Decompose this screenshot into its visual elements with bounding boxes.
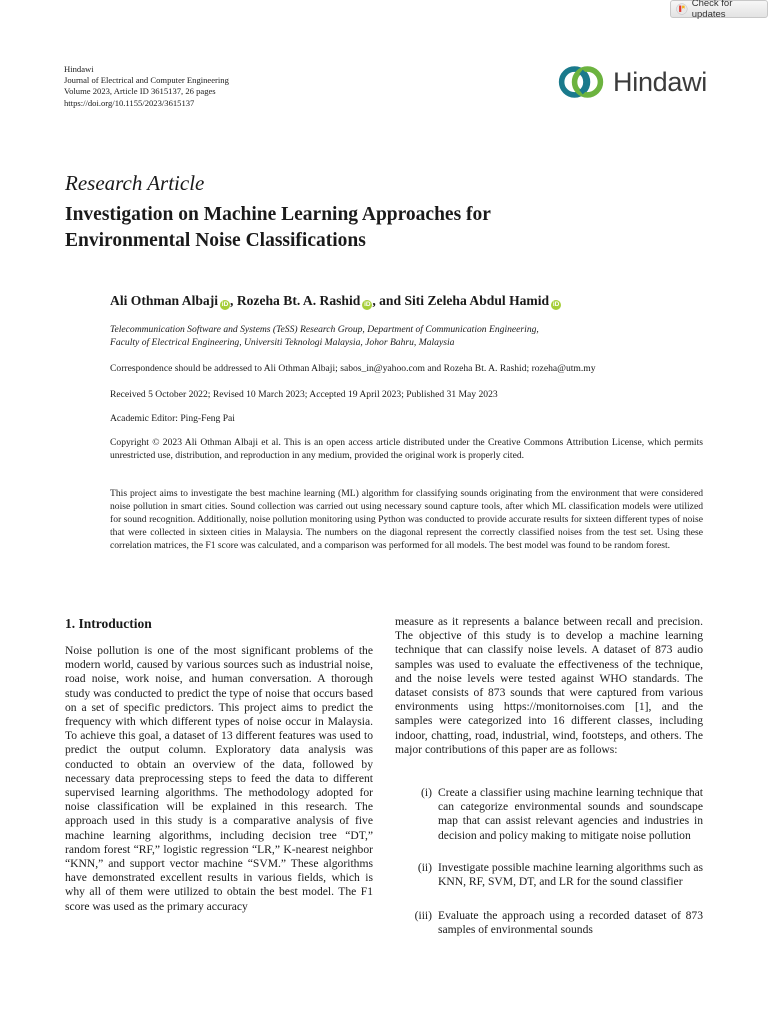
publication-dates: Received 5 October 2022; Revised 10 March 2023; Accepted 19 April 2023; Published 31 May 2023 xyxy=(110,389,498,400)
hindawi-logo xyxy=(557,60,707,104)
affiliation xyxy=(110,323,710,349)
title-line-2: Environmental Noise Classifications xyxy=(65,230,366,251)
author-separator: , xyxy=(230,293,237,308)
doi-link[interactable]: https://doi.org/10.1155/2023/3615137 xyxy=(64,97,195,108)
author-1[interactable]: Ali Othman Albaji xyxy=(110,293,219,308)
intro-left-column: Noise pollution is one of the most significant problems of the modern world, caused by various sources such as industrial noise, road noise, work noise, and human conversation. A thorough study was conducted to predict the type of noise that occurs based on a set of specific predictors. This project aims to predict the frequency with which different types of noise occur in Malaysia. To achieve this goal, a dataset of 13 different features was used to predict the output column. Exploratory data analysis was conducted to obtain an overview of the data, followed by necessary data preprocessing steps to feed the data to different supervised learning algorithms. The methodology adopted for noise classification will be explained in this research. The approach used in this study is a comparative analysis of five machine learning algorithms, including decision tree “DT,” random forest “RF,” logistic regression “LR,” K-nearest neighbor “KNN,” and support vector machine “SVM.” These algorithms have demonstrated excellent results in various fields, which is why all of them were utilized to obtain the best model. The F1 score was used as the primary accuracy xyxy=(65,644,373,913)
contribution-text: Evaluate the approach using a recorded dataset of 873 samples of environmental sounds xyxy=(438,909,703,937)
publisher-name: Hindawi xyxy=(64,64,94,74)
contribution-text: Investigate possible machine learning algorithms such as KNN, RF, SVM, DT, and LR for the sound classifier xyxy=(438,861,703,889)
affiliation-line-1: Telecommunication Software and Systems (TeSS) Research Group, Department of Communication Engineering, xyxy=(110,324,539,335)
author-2[interactable]: Rozeha Bt. A. Rashid xyxy=(236,293,361,308)
academic-editor: Academic Editor: Ping-Feng Pai xyxy=(110,413,235,424)
article-type: Research Article xyxy=(65,171,205,195)
contribution-label: (iii) xyxy=(414,909,432,922)
contribution-item xyxy=(421,786,703,843)
correspondence: Correspondence should be addressed to Ali Othman Albaji; sabos_in@yahoo.com and Rozeha Bt. A. Rashid; rozeha@utm.my xyxy=(110,363,596,374)
intro-right-column: measure as it represents a balance between recall and precision. The objective of this study is to develop a machine learning technique that can classify noise levels. A dataset of 873 audio samples was used to evaluate the effectiveness of the technique, and the noise levels were tested against WHO standards. The dataset consists of 873 sounds that were captured from various environments using https://monitornoises.com [1], and the samples were categorized into 16 different classes, including indoor, chatting, road, industrial, wind, footsteps, and others. The major contributions of this paper are as follows: xyxy=(395,615,703,756)
contribution-item xyxy=(414,909,703,937)
check-for-updates-label: Check for updates xyxy=(691,0,733,20)
author-list xyxy=(110,293,561,310)
hindawi-logo-text: Hindawi xyxy=(613,66,707,97)
journal-info xyxy=(64,64,229,109)
author-separator: , and xyxy=(372,293,405,308)
author-3[interactable]: Siti Zeleha Abdul Hamid xyxy=(404,293,550,308)
check-for-updates-button[interactable] xyxy=(670,0,768,18)
hindawi-logo-icon xyxy=(557,63,605,101)
orcid-icon[interactable]: iD xyxy=(221,301,229,308)
section-heading: 1. Introduction xyxy=(65,616,152,631)
affiliation-line-2: Faculty of Electrical Engineering, Universiti Teknologi Malaysia, Johor Bahru, Malaysia xyxy=(110,337,455,348)
orcid-icon[interactable]: iD xyxy=(364,301,371,308)
journal-name: Journal of Electrical and Computer Engineering xyxy=(64,75,229,86)
contribution-label: (ii) xyxy=(417,861,432,874)
update-badge-icon xyxy=(676,3,688,15)
copyright-notice: Copyright © 2023 Ali Othman Albaji et al. This is an open access article distributed under the Creative Commons Attribution License, which permits unrestricted use, distribution, and reproduction in any medium, provided the original work is properly cited. xyxy=(110,437,703,461)
orcid-icon[interactable]: iD xyxy=(552,301,560,308)
article-title xyxy=(65,202,685,254)
contribution-item xyxy=(417,861,703,889)
volume-info: Volume 2023, Article ID 3615137, 26 pages xyxy=(64,86,216,97)
contribution-text: Create a classifier using machine learning technique that can categorize environmental sounds and soundscape map that can assist relevant agencies and industries in decision and policy making to mitigate noise pollution xyxy=(438,786,703,842)
contribution-label: (i) xyxy=(421,786,432,799)
abstract: This project aims to investigate the best machine learning (ML) algorithm for classifying sounds originating from the environment that were considered noise pollution in smart cities. Sound collection was carried out using necessary sound capture tools, after which ML classification models were utilized for sound recognition. Additionally, noise pollution monitoring using Python was conducted to provide accurate results for sixteen different types of noise that were collected in sixteen cities in Malaysia. The numbers on the diagonal represent the correctly classified noises from the test set. Using these correlation matrices, the F1 score was calculated, and a comparison was performed for all models. The best model was found to be random forest. xyxy=(110,488,703,551)
title-line-1: Investigation on Machine Learning Approaches for xyxy=(65,204,491,225)
